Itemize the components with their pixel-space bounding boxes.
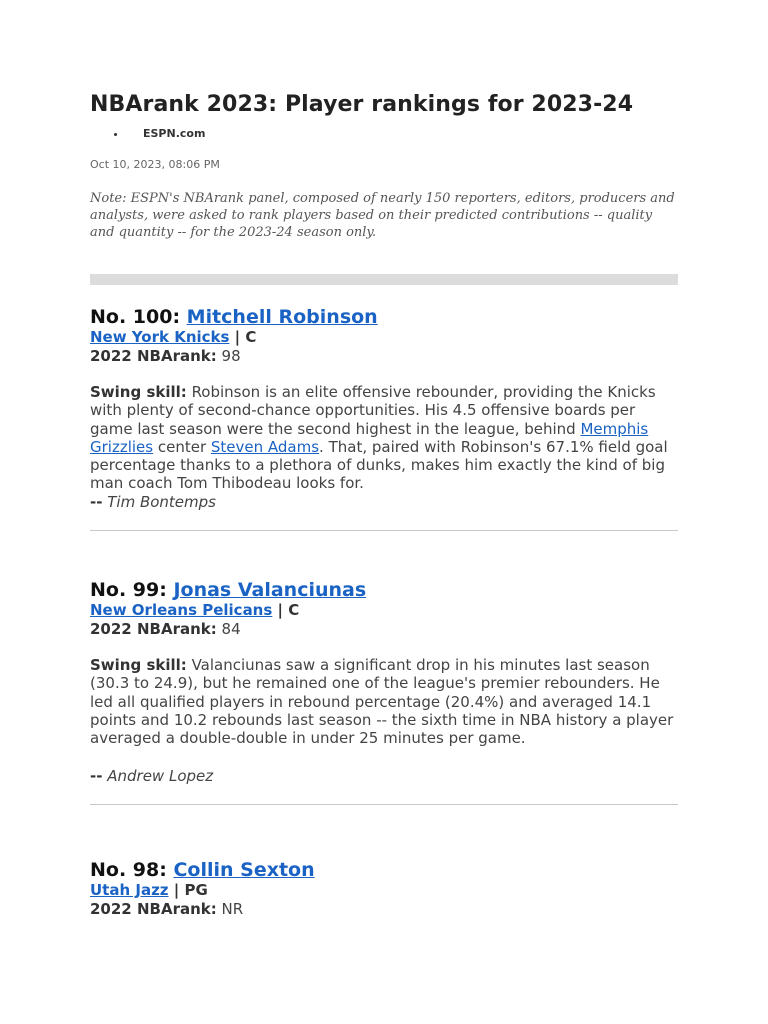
player-entry <box>90 306 678 531</box>
player-name-link[interactable]: Collin Sexton <box>173 858 315 881</box>
player-position: PG <box>184 880 208 899</box>
author-name: Andrew Lopez <box>107 766 214 785</box>
rank-label: No. 98: <box>90 858 167 881</box>
previous-rank-label: 2022 NBArank: <box>90 347 217 365</box>
swing-skill-text: . That, paired with Robinson's 67.1% field goal percentage thanks to a plethora of dunks, makes him exactly the kind of big man coach Tom Thibodeau looks for. <box>90 437 668 493</box>
author-dash: -- <box>90 492 103 511</box>
author-line <box>90 767 678 785</box>
previous-rank <box>90 900 678 918</box>
author-dash: -- <box>90 766 103 785</box>
divider-bar <box>90 274 678 285</box>
author-line <box>90 493 678 511</box>
previous-rank-label: 2022 NBArank: <box>90 620 217 639</box>
previous-rank-value: 98 <box>221 347 241 365</box>
team-link[interactable]: New Orleans Pelicans <box>90 601 273 620</box>
section-divider <box>90 530 678 531</box>
team-line <box>90 881 678 900</box>
team-line <box>90 601 678 620</box>
team-link[interactable]: Utah Jazz <box>90 880 169 899</box>
swing-skill-label: Swing skill: <box>90 383 187 401</box>
editor-note: Note: ESPN's NBArank panel, composed of nearly 150 reporters, editors, producers and analysts, were asked to rank players based on their predicted contributions -- quality and quantity -- for the 2023-24 season only. <box>90 191 675 240</box>
team-link-inline[interactable]: Memphis Grizzlies <box>90 419 649 456</box>
player-entry <box>90 859 678 918</box>
source-item <box>90 127 678 140</box>
team-separator: | <box>173 880 180 899</box>
player-heading <box>90 306 678 328</box>
swing-skill-paragraph <box>90 383 678 493</box>
source-name: ESPN.com <box>143 127 206 140</box>
swing-skill-text: Robinson is an elite offensive rebounder, providing the Knicks with plenty of second-chance opportunities. His 4.5 offensive boards per game last season were the second highest in the league, behind <box>90 383 656 438</box>
swing-skill-label: Swing skill: <box>90 656 187 675</box>
swing-skill-text: Valanciunas saw a significant drop in his minutes last season (30.3 to 24.9), but he remained one of the league's premier rebounders. He led all qualified players in rebound percentage (20.4%) and averaged 14.1 points and 10.2 rebounds last season -- the sixth time in NBA history a player averaged a double-double in under 25 minutes per game. <box>90 656 674 748</box>
article-title: NBArank 2023: Player rankings for 2023-24 <box>90 92 634 117</box>
source-list <box>90 127 678 140</box>
team-link[interactable]: New York Knicks <box>90 328 230 346</box>
player-heading <box>90 579 678 601</box>
team-separator: | <box>277 601 284 620</box>
previous-rank-value: NR <box>221 899 244 918</box>
player-position: C <box>288 601 300 620</box>
rank-label: No. 99: <box>90 579 167 602</box>
player-link-inline[interactable]: Steven Adams <box>210 437 320 456</box>
swing-skill-paragraph <box>90 656 678 747</box>
team-line <box>90 328 678 347</box>
team-separator: | <box>234 328 241 346</box>
rank-label: No. 100: <box>90 306 181 328</box>
previous-rank-label: 2022 NBArank: <box>90 899 217 918</box>
previous-rank <box>90 620 678 638</box>
player-name-link[interactable]: Jonas Valanciunas <box>173 579 367 602</box>
player-heading <box>90 859 678 881</box>
previous-rank-value: 84 <box>221 620 241 639</box>
previous-rank <box>90 347 678 365</box>
publish-date: Oct 10, 2023, 08:06 PM <box>90 158 220 171</box>
section-divider <box>90 804 678 805</box>
player-position: C <box>245 328 257 346</box>
author-name: Tim Bontemps <box>107 492 216 511</box>
player-name-link[interactable]: Mitchell Robinson <box>186 306 378 328</box>
spacer <box>90 748 678 767</box>
player-entry <box>90 579 678 805</box>
swing-skill-text: center <box>153 437 211 456</box>
